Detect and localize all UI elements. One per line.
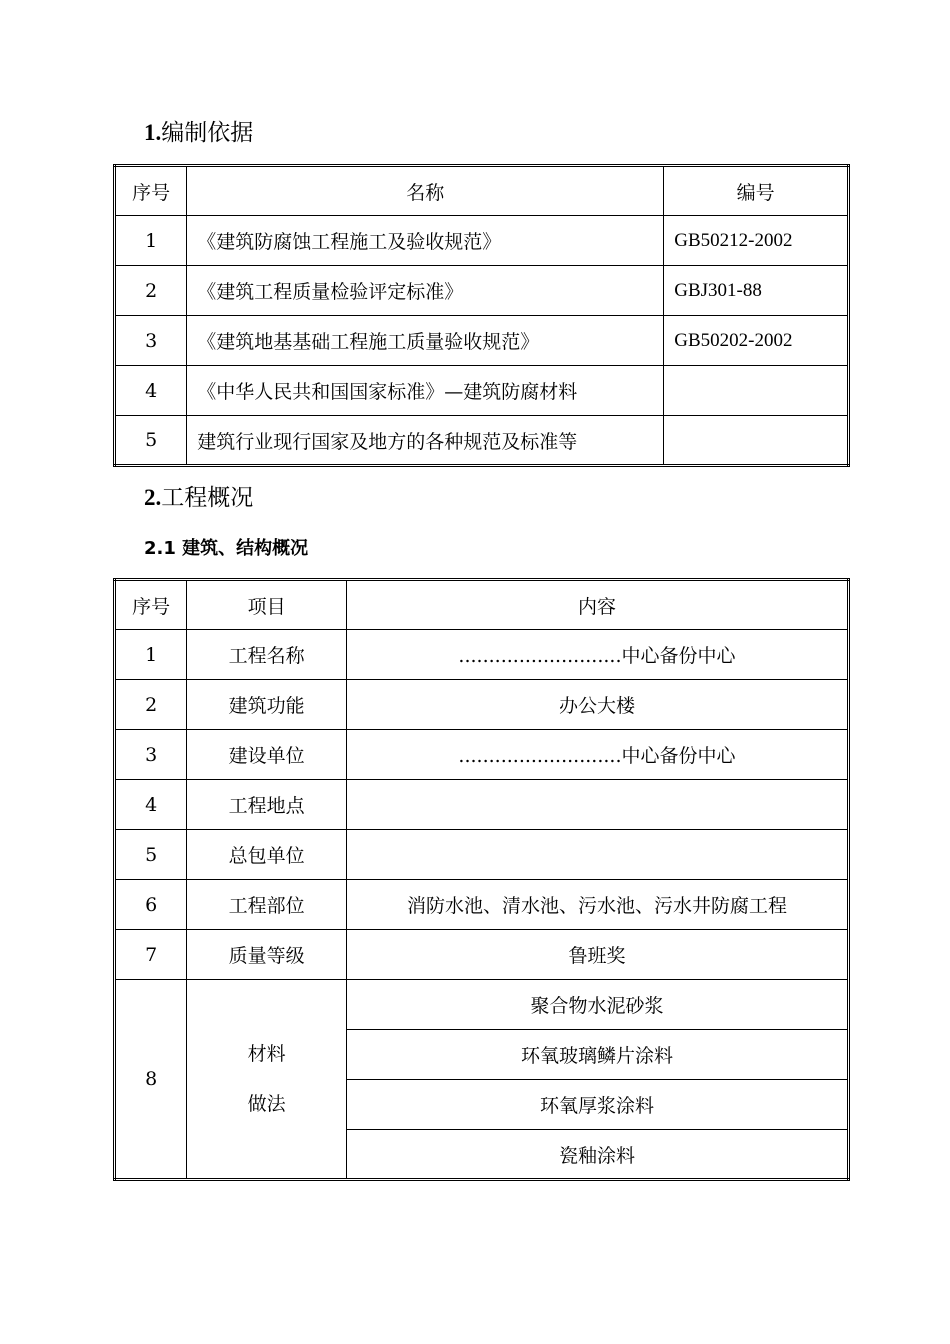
section-2-title: 工程概况 — [161, 485, 254, 511]
table-row — [115, 830, 849, 880]
material-item: 环氧玻璃鳞片涂料 — [346, 1030, 848, 1080]
section-1-title: 编制依据 — [161, 120, 254, 146]
table-row — [115, 630, 849, 680]
row-no: 2 — [115, 680, 187, 730]
table-row — [115, 216, 849, 266]
row-name: 建筑行业现行国家及地方的各种规范及标准等 — [187, 416, 664, 466]
row-code — [664, 366, 849, 416]
table-row-materials — [115, 980, 849, 1030]
row-no: 5 — [115, 416, 187, 466]
row-item: 工程地点 — [187, 780, 347, 830]
subsection-2-1-heading: 2.1 建筑、结构概况 — [144, 538, 309, 559]
table-row — [115, 416, 849, 466]
header-no: 序号 — [115, 580, 187, 630]
table-row — [115, 880, 849, 930]
row-content: ...........................中心备份中心 — [346, 630, 848, 680]
table-row — [115, 680, 849, 730]
row-item: 建设单位 — [187, 730, 347, 780]
row-code: GBJ301-88 — [664, 266, 849, 316]
header-no: 序号 — [115, 166, 187, 216]
table-row — [115, 366, 849, 416]
table-row — [115, 930, 849, 980]
overview-table — [113, 578, 850, 1181]
row-item: 总包单位 — [187, 830, 347, 880]
row-name: 《中华人民共和国国家标准》—建筑防腐材料 — [187, 366, 664, 416]
section-1-heading — [144, 118, 253, 148]
row-no: 1 — [115, 216, 187, 266]
row-no: 2 — [115, 266, 187, 316]
row-no: 1 — [115, 630, 187, 680]
table-row — [115, 780, 849, 830]
material-item: 瓷釉涂料 — [346, 1130, 848, 1180]
material-item: 聚合物水泥砂浆 — [346, 980, 848, 1030]
row-content: ...........................中心备份中心 — [346, 730, 848, 780]
row-no: 5 — [115, 830, 187, 880]
row-code: GB50202-2002 — [664, 316, 849, 366]
header-item: 项目 — [187, 580, 347, 630]
row-item: 质量等级 — [187, 930, 347, 980]
row-no: 3 — [115, 730, 187, 780]
table-row — [115, 730, 849, 780]
basis-table — [113, 164, 850, 467]
row-item: 工程部位 — [187, 880, 347, 930]
row-code — [664, 416, 849, 466]
header-code: 编号 — [664, 166, 849, 216]
row-no: 8 — [115, 980, 187, 1180]
materials-label-line2: 做法 — [247, 1093, 286, 1115]
section-1-number: 1. — [144, 120, 162, 145]
table-header-row — [115, 166, 849, 216]
row-name: 《建筑防腐蚀工程施工及验收规范》 — [187, 216, 664, 266]
row-name: 《建筑地基基础工程施工质量验收规范》 — [187, 316, 664, 366]
row-content: 鲁班奖 — [346, 930, 848, 980]
section-2-heading — [144, 483, 253, 513]
table-row — [115, 266, 849, 316]
row-no: 4 — [115, 780, 187, 830]
section-2-number: 2. — [144, 485, 162, 510]
row-no: 4 — [115, 366, 187, 416]
header-content: 内容 — [346, 580, 848, 630]
row-name: 《建筑工程质量检验评定标准》 — [187, 266, 664, 316]
row-content — [346, 780, 848, 830]
row-content — [346, 830, 848, 880]
material-item: 环氧厚浆涂料 — [346, 1080, 848, 1130]
row-content: 消防水池、清水池、污水池、污水井防腐工程 — [346, 880, 848, 930]
row-code: GB50212-2002 — [664, 216, 849, 266]
row-content: 办公大楼 — [346, 680, 848, 730]
row-item: 建筑功能 — [187, 680, 347, 730]
materials-label-line1: 材料 — [247, 1043, 286, 1065]
table-row — [115, 316, 849, 366]
row-no: 7 — [115, 930, 187, 980]
row-item: 工程名称 — [187, 630, 347, 680]
row-no: 3 — [115, 316, 187, 366]
row-item-materials — [187, 980, 347, 1180]
row-no: 6 — [115, 880, 187, 930]
header-name: 名称 — [187, 166, 664, 216]
table-header-row — [115, 580, 849, 630]
